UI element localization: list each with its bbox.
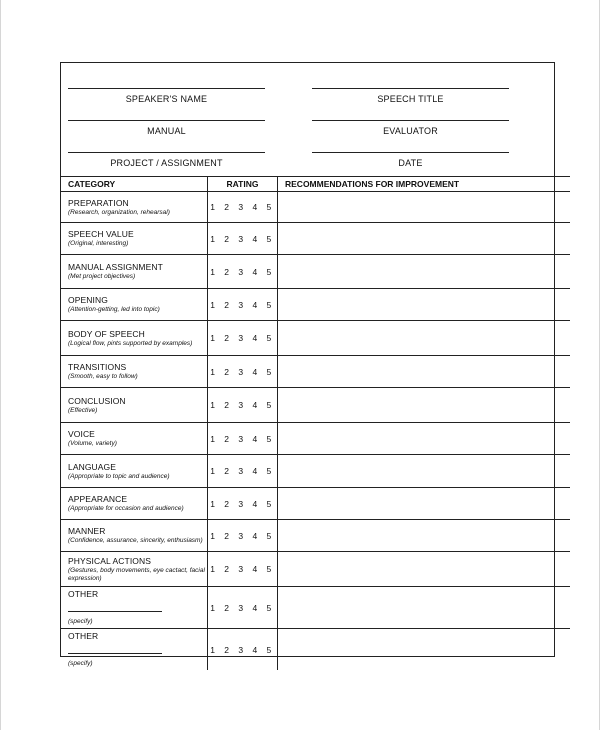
rating-scale[interactable]: 1 2 3 4 5 xyxy=(208,587,278,629)
rating-scale[interactable]: 1 2 3 4 5 xyxy=(208,520,278,552)
category-cell xyxy=(61,520,208,552)
table-row xyxy=(61,587,570,629)
speech-title-label: SPEECH TITLE xyxy=(377,94,444,104)
manual-label: MANUAL xyxy=(147,126,186,136)
category-name: OTHER xyxy=(68,631,99,641)
recommendation-cell[interactable] xyxy=(278,255,571,289)
rating-scale[interactable]: 1 2 3 4 5 xyxy=(208,321,278,356)
category-description: (Effective) xyxy=(68,406,98,414)
specify-line[interactable] xyxy=(68,653,162,654)
category-description: (Attention-getting, led into topic) xyxy=(68,306,160,313)
recommendation-cell[interactable] xyxy=(278,289,571,321)
rating-scale[interactable]: 1 2 3 4 5 xyxy=(208,192,278,223)
table-row xyxy=(61,520,570,552)
recommendation-cell[interactable] xyxy=(278,356,571,388)
recommendation-cell[interactable] xyxy=(278,552,571,587)
rating-scale[interactable]: 1 2 3 4 5 xyxy=(208,455,278,488)
category-cell xyxy=(61,192,208,223)
table-row xyxy=(61,423,570,455)
rating-scale[interactable]: 1 2 3 4 5 xyxy=(208,356,278,388)
recommendation-cell[interactable] xyxy=(278,587,571,629)
recommendation-cell[interactable] xyxy=(278,423,571,455)
category-name: VOICE xyxy=(68,429,95,439)
evaluation-table xyxy=(61,176,570,670)
category-cell xyxy=(61,223,208,255)
recommendation-cell[interactable] xyxy=(278,520,571,552)
category-cell xyxy=(61,289,208,321)
category-cell xyxy=(61,587,208,629)
project-assignment-label: PROJECT / ASSIGNMENT xyxy=(110,158,223,168)
recommendation-cell[interactable] xyxy=(278,388,571,423)
rating-scale[interactable]: 1 2 3 4 5 xyxy=(208,289,278,321)
recommendation-cell[interactable] xyxy=(278,488,571,520)
category-name: MANUAL ASSIGNMENT xyxy=(68,262,163,272)
rating-scale[interactable]: 1 2 3 4 5 xyxy=(208,223,278,255)
category-cell xyxy=(61,255,208,289)
table-row xyxy=(61,192,570,223)
table-row xyxy=(61,356,570,388)
category-description: (Gestures, body movements, eye cactact, facial expression) xyxy=(68,566,205,582)
category-name: MANNER xyxy=(68,526,106,536)
category-description: (specify) xyxy=(68,618,93,625)
category-description: (Smooth, easy to follow) xyxy=(68,373,138,380)
manual-field[interactable] xyxy=(68,120,265,136)
category-name: PREPARATION xyxy=(68,197,129,208)
evaluator-field[interactable] xyxy=(312,120,509,136)
category-description: (Confidence, assurance, sincerity, enthusiasm) xyxy=(68,537,203,544)
category-cell xyxy=(61,552,208,587)
category-name: SPEECH VALUE xyxy=(68,229,134,239)
rating-scale[interactable]: 1 2 3 4 5 xyxy=(208,552,278,587)
category-description: (Met project objectives) xyxy=(68,273,136,280)
table-row xyxy=(61,255,570,289)
recommendation-cell[interactable] xyxy=(278,629,571,671)
evaluator-label: EVALUATOR xyxy=(383,126,438,136)
manual-line xyxy=(68,120,265,121)
table-row xyxy=(61,629,570,671)
table-row xyxy=(61,552,570,587)
date-line xyxy=(312,152,509,153)
category-cell xyxy=(61,488,208,520)
table-row xyxy=(61,223,570,255)
category-name: LANGUAGE xyxy=(68,461,117,472)
category-name: CONCLUSION xyxy=(68,395,126,406)
specify-line[interactable] xyxy=(68,611,162,612)
category-name: BODY OF SPEECH xyxy=(68,328,145,339)
recommendation-cell[interactable] xyxy=(278,455,571,488)
category-description: (Appropriate to topic and audience) xyxy=(68,472,170,480)
category-cell xyxy=(61,321,208,356)
category-description: (Appropriate for occasion and audience) xyxy=(68,505,184,512)
project-assignment-line xyxy=(68,152,265,153)
category-description: (specify) xyxy=(68,660,93,667)
table-row xyxy=(61,321,570,356)
category-name: OPENING xyxy=(68,295,108,305)
date-label: DATE xyxy=(398,158,423,168)
table-row xyxy=(61,388,570,423)
rating-scale[interactable]: 1 2 3 4 5 xyxy=(208,423,278,455)
rating-scale[interactable]: 1 2 3 4 5 xyxy=(208,488,278,520)
category-column-header: CATEGORY xyxy=(61,177,208,192)
table-row xyxy=(61,455,570,488)
category-description: (Original, interesting) xyxy=(68,240,129,247)
category-cell xyxy=(61,423,208,455)
rating-column-header: RATING xyxy=(208,177,278,192)
recommendation-cell[interactable] xyxy=(278,223,571,255)
category-name: TRANSITIONS xyxy=(68,362,127,372)
category-name: OTHER xyxy=(68,589,99,599)
category-name: PHYSICAL ACTIONS xyxy=(68,555,152,566)
project-assignment-field[interactable] xyxy=(68,152,265,168)
category-description: (Research, organization, rehearsal) xyxy=(68,208,170,216)
rating-scale[interactable]: 1 2 3 4 5 xyxy=(208,388,278,423)
speech-title-field[interactable] xyxy=(312,88,509,104)
rating-scale[interactable]: 1 2 3 4 5 xyxy=(208,255,278,289)
table-header-row xyxy=(61,177,570,192)
speech-title-line xyxy=(312,88,509,89)
category-cell xyxy=(61,388,208,423)
category-description: (Volume, variety) xyxy=(68,440,117,447)
table-body xyxy=(61,192,570,671)
table-row xyxy=(61,289,570,321)
rating-scale[interactable]: 1 2 3 4 5 xyxy=(208,629,278,671)
evaluation-form xyxy=(60,62,555,667)
category-cell xyxy=(61,356,208,388)
category-name: APPEARANCE xyxy=(68,494,128,504)
category-cell xyxy=(61,629,208,671)
recommendation-cell[interactable] xyxy=(278,192,571,223)
evaluator-line xyxy=(312,120,509,121)
category-cell xyxy=(61,455,208,488)
speaker-name-label: SPEAKER'S NAME xyxy=(125,94,208,104)
date-field[interactable] xyxy=(312,152,509,168)
speaker-name-line xyxy=(68,88,265,89)
speaker-name-field[interactable] xyxy=(68,88,265,104)
recommendations-column-header: RECOMMENDATIONS FOR IMPROVEMENT xyxy=(278,177,571,192)
category-description: (Logical flow, pints supported by examples) xyxy=(68,339,193,347)
table-row xyxy=(61,488,570,520)
recommendation-cell[interactable] xyxy=(278,321,571,356)
